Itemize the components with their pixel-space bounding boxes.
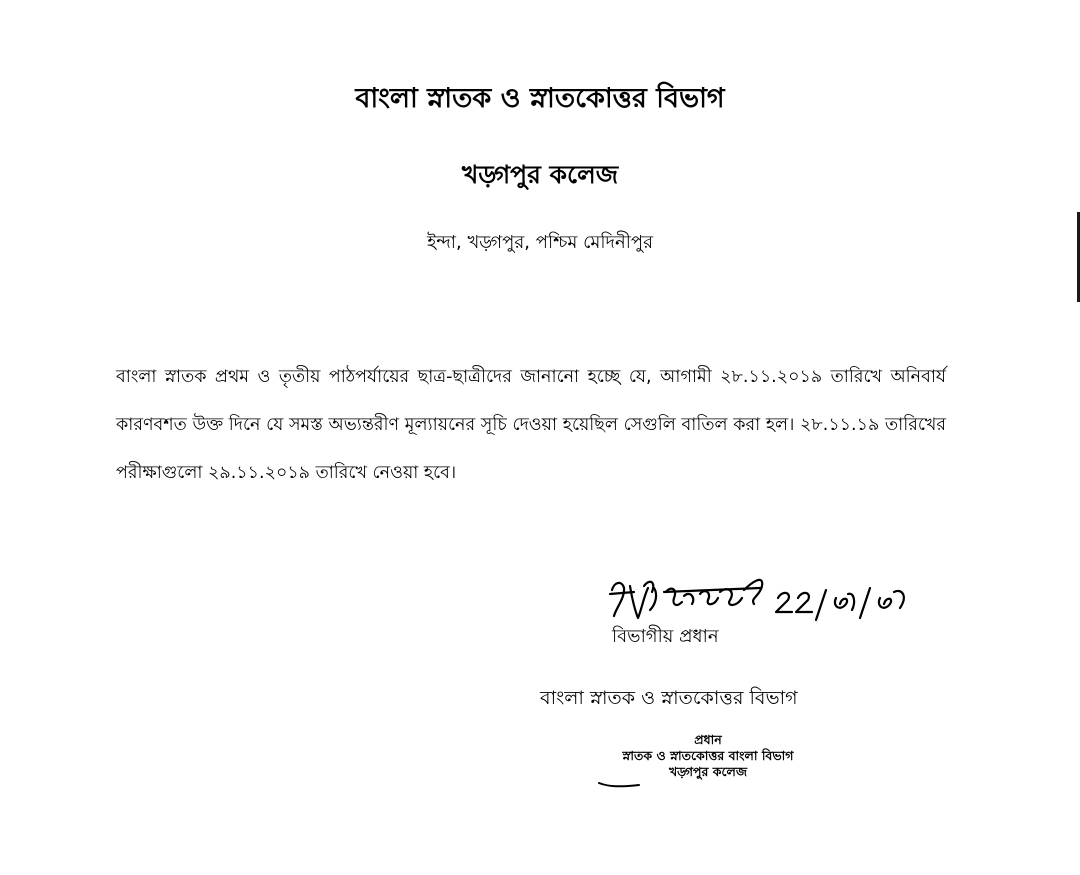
- stamp-line-3: খড়্গপুর কলেজ: [668, 764, 748, 779]
- notice-body-text: বাংলা স্নাতক প্রথম ও তৃতীয় পাঠপর্যায়ের ছাত্র-ছাত্রীদের জানানো হচ্ছে যে, আগামী ২৮.১১.২০১৯ তারিখে অনিবার্য কারণবশত উক্ত দিনে যে সমস্ত অভ্যন্তরীণ মূল্যায়নের সূচি দেওয়া হয়েছিল সেগুলি বাতিল করা হল। ২৮.১১.১৯ তারিখের পরীক্ষাগুলো ২৯.১১.২০১৯ তারিখে নেওয়া হবে।: [116, 367, 946, 483]
- department-heading: বাংলা স্নাতক ও স্নাতকোত্তর বিভাগ: [355, 83, 725, 114]
- signatory-department: বাংলা স্নাতক ও স্নাতকোত্তর বিভাগ: [540, 687, 798, 709]
- stamp-line-1: প্রধান: [694, 732, 722, 747]
- official-stamp: [588, 732, 828, 780]
- handwritten-signature: [604, 568, 934, 630]
- stamp-underline-scribble: [597, 779, 641, 789]
- signature-scribble: [604, 568, 934, 630]
- signatory-title: বিভাগীয় প্রধান: [612, 626, 719, 647]
- college-address: ইন্দা, খড়্গপুর, পশ্চিম মেদিনীপুর: [426, 232, 654, 253]
- stamp-line-2: স্নাতক ও স্নাতকোত্তর বাংলা বিভাগ: [622, 748, 794, 763]
- college-name: খড়্গপুর কলেজ: [461, 160, 619, 189]
